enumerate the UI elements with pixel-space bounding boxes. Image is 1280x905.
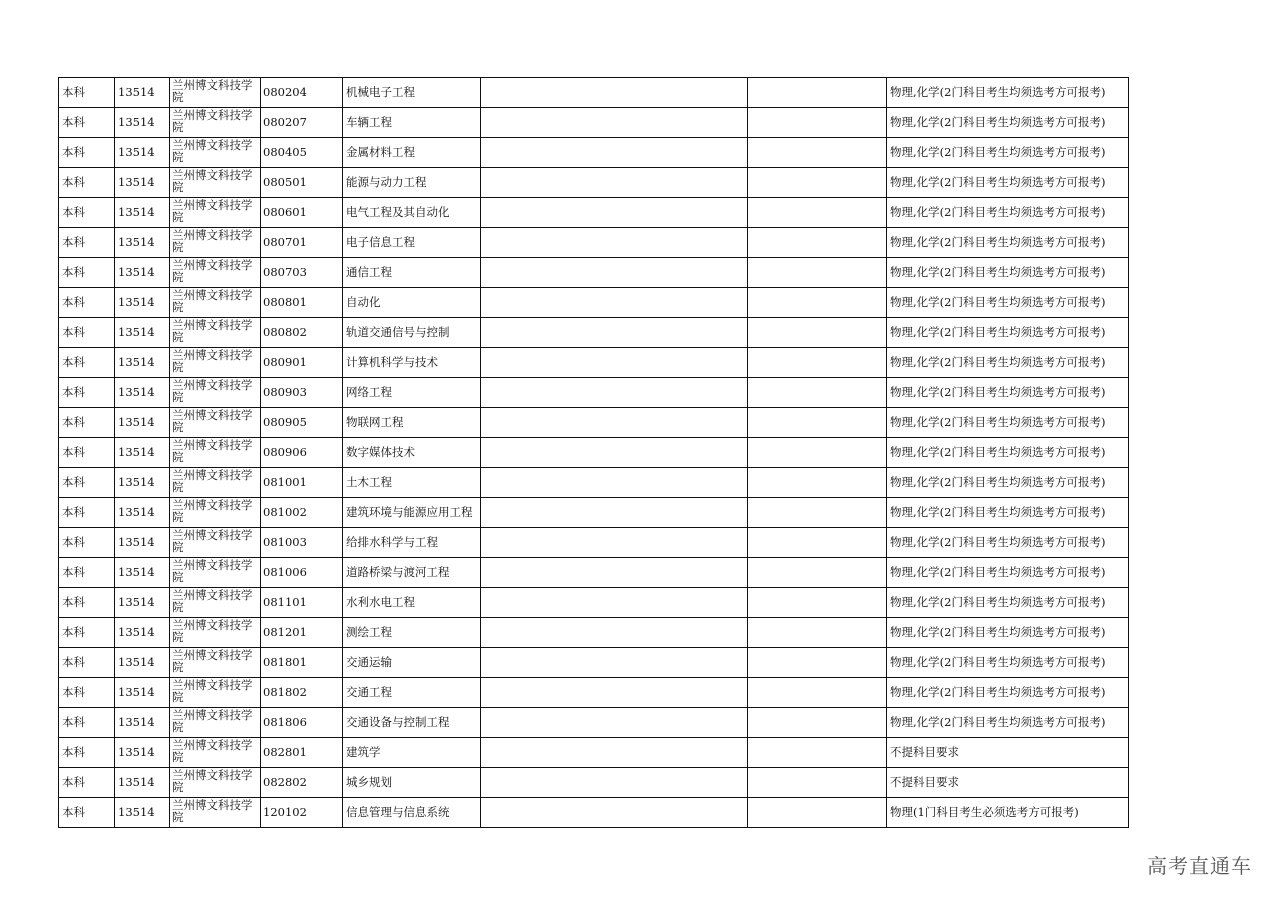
level-cell: 本科 bbox=[59, 288, 115, 318]
level-cell: 本科 bbox=[59, 348, 115, 378]
subject-requirements-table bbox=[58, 77, 1129, 828]
school-code-cell: 13514 bbox=[115, 588, 170, 618]
school-name-cell: 兰州博文科技学院 bbox=[170, 288, 261, 318]
level-cell: 本科 bbox=[59, 528, 115, 558]
school-name-cell: 兰州博文科技学院 bbox=[170, 588, 261, 618]
table-row bbox=[59, 228, 1129, 258]
table-row bbox=[59, 648, 1129, 678]
major-code-cell: 080903 bbox=[261, 378, 343, 408]
level-cell: 本科 bbox=[59, 618, 115, 648]
blank-cell bbox=[748, 288, 887, 318]
school-name-cell: 兰州博文科技学院 bbox=[170, 138, 261, 168]
school-name-cell: 兰州博文科技学院 bbox=[170, 678, 261, 708]
major-name-cell: 建筑环境与能源应用工程 bbox=[343, 498, 481, 528]
major-code-cell: 081101 bbox=[261, 588, 343, 618]
school-code-cell: 13514 bbox=[115, 738, 170, 768]
table-row bbox=[59, 678, 1129, 708]
school-code-cell: 13514 bbox=[115, 438, 170, 468]
major-name-cell: 建筑学 bbox=[343, 738, 481, 768]
subject-requirement-cell: 物理,化学(2门科目考生均须选考方可报考) bbox=[887, 408, 1129, 438]
school-code-cell: 13514 bbox=[115, 258, 170, 288]
school-code-cell: 13514 bbox=[115, 168, 170, 198]
blank-cell bbox=[748, 228, 887, 258]
blank-cell bbox=[748, 108, 887, 138]
subject-requirement-cell: 物理,化学(2门科目考生均须选考方可报考) bbox=[887, 648, 1129, 678]
table-row bbox=[59, 138, 1129, 168]
major-code-cell: 082801 bbox=[261, 738, 343, 768]
blank-cell bbox=[481, 528, 748, 558]
school-name-cell: 兰州博文科技学院 bbox=[170, 108, 261, 138]
subject-requirement-cell: 物理,化学(2门科目考生均须选考方可报考) bbox=[887, 678, 1129, 708]
major-name-cell: 数字媒体技术 bbox=[343, 438, 481, 468]
subject-requirement-cell: 物理,化学(2门科目考生均须选考方可报考) bbox=[887, 528, 1129, 558]
subject-requirement-cell: 物理,化学(2门科目考生均须选考方可报考) bbox=[887, 138, 1129, 168]
blank-cell bbox=[748, 768, 887, 798]
blank-cell bbox=[748, 408, 887, 438]
major-code-cell: 080405 bbox=[261, 138, 343, 168]
level-cell: 本科 bbox=[59, 708, 115, 738]
major-code-cell: 080802 bbox=[261, 318, 343, 348]
major-code-cell: 080207 bbox=[261, 108, 343, 138]
level-cell: 本科 bbox=[59, 558, 115, 588]
major-code-cell: 080204 bbox=[261, 78, 343, 108]
major-name-cell: 电气工程及其自动化 bbox=[343, 198, 481, 228]
school-name-cell: 兰州博文科技学院 bbox=[170, 168, 261, 198]
major-name-cell: 能源与动力工程 bbox=[343, 168, 481, 198]
school-code-cell: 13514 bbox=[115, 768, 170, 798]
major-code-cell: 080501 bbox=[261, 168, 343, 198]
blank-cell bbox=[481, 78, 748, 108]
table-row bbox=[59, 198, 1129, 228]
blank-cell bbox=[748, 198, 887, 228]
school-name-cell: 兰州博文科技学院 bbox=[170, 768, 261, 798]
major-code-cell: 080906 bbox=[261, 438, 343, 468]
blank-cell bbox=[481, 768, 748, 798]
school-name-cell: 兰州博文科技学院 bbox=[170, 78, 261, 108]
table-row bbox=[59, 168, 1129, 198]
major-code-cell: 080703 bbox=[261, 258, 343, 288]
major-name-cell: 自动化 bbox=[343, 288, 481, 318]
blank-cell bbox=[748, 438, 887, 468]
major-name-cell: 给排水科学与工程 bbox=[343, 528, 481, 558]
major-name-cell: 机械电子工程 bbox=[343, 78, 481, 108]
blank-cell bbox=[481, 138, 748, 168]
major-code-cell: 080601 bbox=[261, 198, 343, 228]
school-code-cell: 13514 bbox=[115, 198, 170, 228]
table-row bbox=[59, 378, 1129, 408]
school-code-cell: 13514 bbox=[115, 798, 170, 828]
table-row bbox=[59, 258, 1129, 288]
subject-requirement-cell: 物理,化学(2门科目考生均须选考方可报考) bbox=[887, 288, 1129, 318]
school-name-cell: 兰州博文科技学院 bbox=[170, 438, 261, 468]
major-code-cell: 081801 bbox=[261, 648, 343, 678]
subject-requirement-cell: 物理,化学(2门科目考生均须选考方可报考) bbox=[887, 558, 1129, 588]
blank-cell bbox=[748, 708, 887, 738]
blank-cell bbox=[481, 798, 748, 828]
school-name-cell: 兰州博文科技学院 bbox=[170, 408, 261, 438]
blank-cell bbox=[748, 738, 887, 768]
table-row bbox=[59, 588, 1129, 618]
subject-requirement-cell: 物理,化学(2门科目考生均须选考方可报考) bbox=[887, 618, 1129, 648]
major-name-cell: 交通工程 bbox=[343, 678, 481, 708]
blank-cell bbox=[481, 258, 748, 288]
blank-cell bbox=[748, 618, 887, 648]
school-name-cell: 兰州博文科技学院 bbox=[170, 738, 261, 768]
school-code-cell: 13514 bbox=[115, 318, 170, 348]
subject-requirement-cell: 物理,化学(2门科目考生均须选考方可报考) bbox=[887, 438, 1129, 468]
subject-requirement-cell: 物理,化学(2门科目考生均须选考方可报考) bbox=[887, 468, 1129, 498]
subject-requirement-cell: 不提科目要求 bbox=[887, 768, 1129, 798]
table-row bbox=[59, 288, 1129, 318]
blank-cell bbox=[748, 558, 887, 588]
school-name-cell: 兰州博文科技学院 bbox=[170, 498, 261, 528]
school-code-cell: 13514 bbox=[115, 408, 170, 438]
level-cell: 本科 bbox=[59, 678, 115, 708]
level-cell: 本科 bbox=[59, 378, 115, 408]
blank-cell bbox=[481, 468, 748, 498]
table-row bbox=[59, 348, 1129, 378]
table-row bbox=[59, 618, 1129, 648]
subject-requirement-cell: 物理,化学(2门科目考生均须选考方可报考) bbox=[887, 708, 1129, 738]
subject-requirement-cell: 物理,化学(2门科目考生均须选考方可报考) bbox=[887, 348, 1129, 378]
school-name-cell: 兰州博文科技学院 bbox=[170, 318, 261, 348]
blank-cell bbox=[748, 678, 887, 708]
school-name-cell: 兰州博文科技学院 bbox=[170, 258, 261, 288]
blank-cell bbox=[481, 288, 748, 318]
subject-requirement-cell: 物理,化学(2门科目考生均须选考方可报考) bbox=[887, 498, 1129, 528]
major-code-cell: 081802 bbox=[261, 678, 343, 708]
subject-requirement-cell: 物理,化学(2门科目考生均须选考方可报考) bbox=[887, 78, 1129, 108]
blank-cell bbox=[748, 588, 887, 618]
major-code-cell: 081002 bbox=[261, 498, 343, 528]
school-code-cell: 13514 bbox=[115, 468, 170, 498]
school-name-cell: 兰州博文科技学院 bbox=[170, 558, 261, 588]
table-row bbox=[59, 528, 1129, 558]
table-row bbox=[59, 78, 1129, 108]
major-code-cell: 081201 bbox=[261, 618, 343, 648]
table-row bbox=[59, 438, 1129, 468]
major-code-cell: 081001 bbox=[261, 468, 343, 498]
blank-cell bbox=[748, 648, 887, 678]
school-name-cell: 兰州博文科技学院 bbox=[170, 348, 261, 378]
major-name-cell: 金属材料工程 bbox=[343, 138, 481, 168]
level-cell: 本科 bbox=[59, 168, 115, 198]
level-cell: 本科 bbox=[59, 768, 115, 798]
blank-cell bbox=[481, 168, 748, 198]
blank-cell bbox=[481, 588, 748, 618]
school-code-cell: 13514 bbox=[115, 648, 170, 678]
major-name-cell: 物联网工程 bbox=[343, 408, 481, 438]
table-body bbox=[59, 78, 1129, 828]
blank-cell bbox=[481, 438, 748, 468]
major-name-cell: 交通运输 bbox=[343, 648, 481, 678]
level-cell: 本科 bbox=[59, 228, 115, 258]
major-name-cell: 计算机科学与技术 bbox=[343, 348, 481, 378]
level-cell: 本科 bbox=[59, 468, 115, 498]
level-cell: 本科 bbox=[59, 798, 115, 828]
level-cell: 本科 bbox=[59, 408, 115, 438]
blank-cell bbox=[748, 468, 887, 498]
level-cell: 本科 bbox=[59, 138, 115, 168]
major-name-cell: 水利水电工程 bbox=[343, 588, 481, 618]
blank-cell bbox=[748, 168, 887, 198]
level-cell: 本科 bbox=[59, 78, 115, 108]
major-name-cell: 交通设备与控制工程 bbox=[343, 708, 481, 738]
major-code-cell: 080701 bbox=[261, 228, 343, 258]
major-code-cell: 081003 bbox=[261, 528, 343, 558]
school-code-cell: 13514 bbox=[115, 348, 170, 378]
blank-cell bbox=[748, 318, 887, 348]
subject-requirement-cell: 物理,化学(2门科目考生均须选考方可报考) bbox=[887, 198, 1129, 228]
blank-cell bbox=[748, 528, 887, 558]
school-code-cell: 13514 bbox=[115, 558, 170, 588]
level-cell: 本科 bbox=[59, 498, 115, 528]
table-row bbox=[59, 408, 1129, 438]
school-code-cell: 13514 bbox=[115, 108, 170, 138]
level-cell: 本科 bbox=[59, 108, 115, 138]
table-row bbox=[59, 768, 1129, 798]
level-cell: 本科 bbox=[59, 198, 115, 228]
school-name-cell: 兰州博文科技学院 bbox=[170, 468, 261, 498]
school-code-cell: 13514 bbox=[115, 498, 170, 528]
subject-requirement-cell: 物理,化学(2门科目考生均须选考方可报考) bbox=[887, 108, 1129, 138]
blank-cell bbox=[481, 408, 748, 438]
major-code-cell: 080801 bbox=[261, 288, 343, 318]
major-name-cell: 道路桥梁与渡河工程 bbox=[343, 558, 481, 588]
school-code-cell: 13514 bbox=[115, 708, 170, 738]
table-row bbox=[59, 558, 1129, 588]
school-code-cell: 13514 bbox=[115, 528, 170, 558]
blank-cell bbox=[748, 798, 887, 828]
level-cell: 本科 bbox=[59, 318, 115, 348]
table-row bbox=[59, 738, 1129, 768]
major-name-cell: 测绘工程 bbox=[343, 618, 481, 648]
school-code-cell: 13514 bbox=[115, 378, 170, 408]
major-code-cell: 081006 bbox=[261, 558, 343, 588]
school-name-cell: 兰州博文科技学院 bbox=[170, 648, 261, 678]
school-code-cell: 13514 bbox=[115, 678, 170, 708]
school-name-cell: 兰州博文科技学院 bbox=[170, 618, 261, 648]
blank-cell bbox=[481, 318, 748, 348]
major-name-cell: 车辆工程 bbox=[343, 108, 481, 138]
table-row bbox=[59, 708, 1129, 738]
blank-cell bbox=[481, 558, 748, 588]
blank-cell bbox=[748, 498, 887, 528]
major-code-cell: 081806 bbox=[261, 708, 343, 738]
blank-cell bbox=[748, 348, 887, 378]
level-cell: 本科 bbox=[59, 438, 115, 468]
level-cell: 本科 bbox=[59, 738, 115, 768]
school-name-cell: 兰州博文科技学院 bbox=[170, 528, 261, 558]
level-cell: 本科 bbox=[59, 258, 115, 288]
major-code-cell: 082802 bbox=[261, 768, 343, 798]
blank-cell bbox=[481, 738, 748, 768]
major-name-cell: 电子信息工程 bbox=[343, 228, 481, 258]
subject-requirement-cell: 不提科目要求 bbox=[887, 738, 1129, 768]
major-code-cell: 120102 bbox=[261, 798, 343, 828]
school-code-cell: 13514 bbox=[115, 288, 170, 318]
school-name-cell: 兰州博文科技学院 bbox=[170, 228, 261, 258]
subject-requirement-cell: 物理,化学(2门科目考生均须选考方可报考) bbox=[887, 258, 1129, 288]
blank-cell bbox=[748, 78, 887, 108]
table-row bbox=[59, 498, 1129, 528]
level-cell: 本科 bbox=[59, 588, 115, 618]
blank-cell bbox=[748, 378, 887, 408]
blank-cell bbox=[481, 108, 748, 138]
blank-cell bbox=[481, 198, 748, 228]
subject-requirement-cell: 物理,化学(2门科目考生均须选考方可报考) bbox=[887, 588, 1129, 618]
major-name-cell: 网络工程 bbox=[343, 378, 481, 408]
major-name-cell: 信息管理与信息系统 bbox=[343, 798, 481, 828]
subject-requirement-cell: 物理,化学(2门科目考生均须选考方可报考) bbox=[887, 378, 1129, 408]
school-name-cell: 兰州博文科技学院 bbox=[170, 198, 261, 228]
level-cell: 本科 bbox=[59, 648, 115, 678]
school-name-cell: 兰州博文科技学院 bbox=[170, 798, 261, 828]
table-row bbox=[59, 468, 1129, 498]
major-code-cell: 080901 bbox=[261, 348, 343, 378]
blank-cell bbox=[748, 138, 887, 168]
school-name-cell: 兰州博文科技学院 bbox=[170, 378, 261, 408]
school-code-cell: 13514 bbox=[115, 228, 170, 258]
blank-cell bbox=[481, 618, 748, 648]
school-code-cell: 13514 bbox=[115, 618, 170, 648]
subject-requirement-cell: 物理,化学(2门科目考生均须选考方可报考) bbox=[887, 228, 1129, 258]
subject-requirement-cell: 物理,化学(2门科目考生均须选考方可报考) bbox=[887, 168, 1129, 198]
blank-cell bbox=[481, 708, 748, 738]
blank-cell bbox=[481, 348, 748, 378]
table-row bbox=[59, 318, 1129, 348]
subject-requirement-cell: 物理(1门科目考生必须选考方可报考) bbox=[887, 798, 1129, 828]
school-code-cell: 13514 bbox=[115, 138, 170, 168]
blank-cell bbox=[481, 648, 748, 678]
major-name-cell: 城乡规划 bbox=[343, 768, 481, 798]
major-name-cell: 通信工程 bbox=[343, 258, 481, 288]
blank-cell bbox=[481, 228, 748, 258]
table-row bbox=[59, 108, 1129, 138]
table-row bbox=[59, 798, 1129, 828]
blank-cell bbox=[481, 498, 748, 528]
blank-cell bbox=[481, 678, 748, 708]
major-code-cell: 080905 bbox=[261, 408, 343, 438]
major-name-cell: 轨道交通信号与控制 bbox=[343, 318, 481, 348]
school-name-cell: 兰州博文科技学院 bbox=[170, 708, 261, 738]
watermark-text: 高考直通车 bbox=[1147, 854, 1252, 878]
major-name-cell: 土木工程 bbox=[343, 468, 481, 498]
blank-cell bbox=[748, 258, 887, 288]
blank-cell bbox=[481, 378, 748, 408]
school-code-cell: 13514 bbox=[115, 78, 170, 108]
subject-requirement-cell: 物理,化学(2门科目考生均须选考方可报考) bbox=[887, 318, 1129, 348]
